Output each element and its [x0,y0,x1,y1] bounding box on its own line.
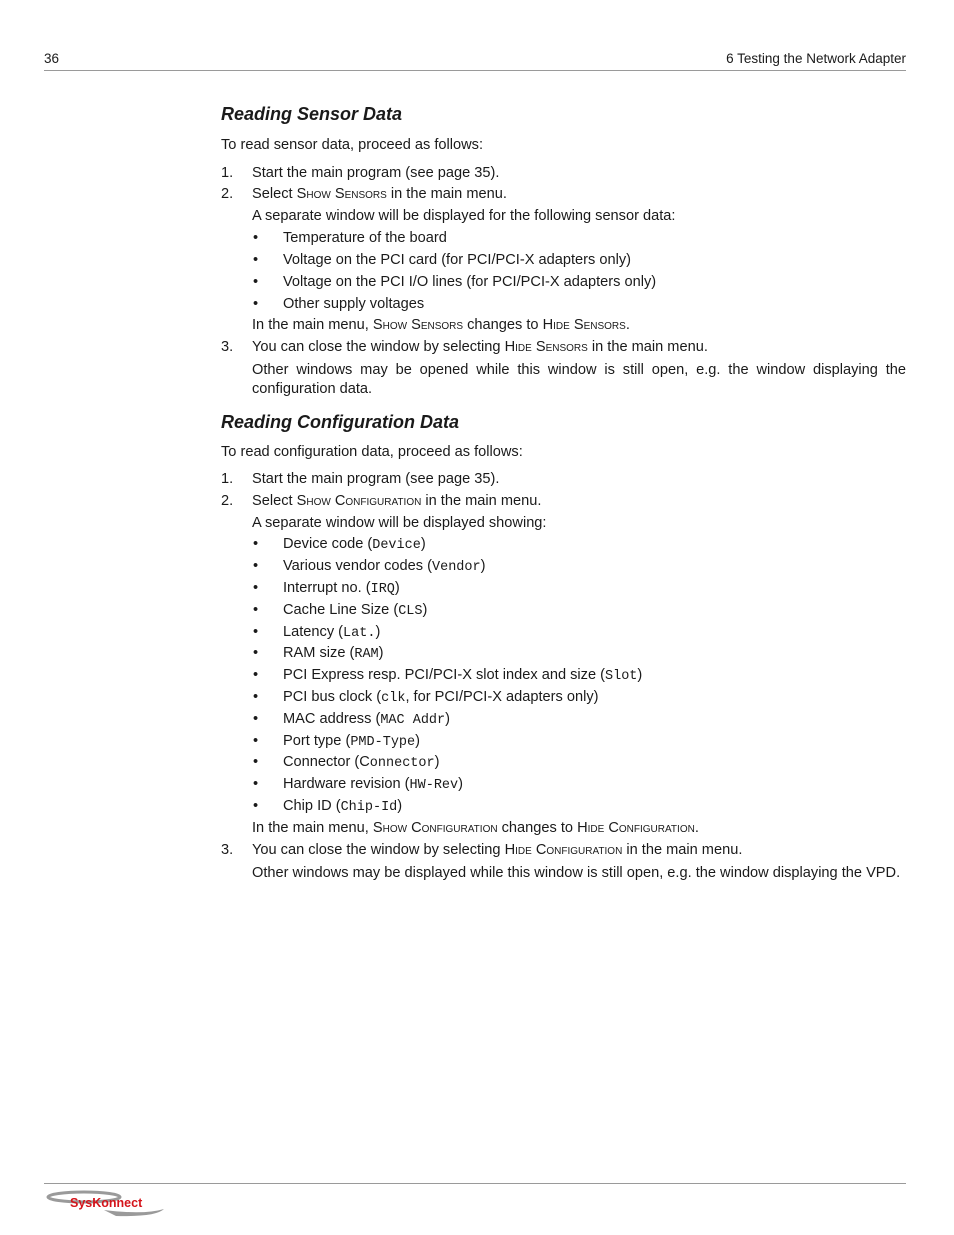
step-number: 2. [221,186,234,202]
logo-text: SysKonnect [70,1196,143,1210]
menu-command: Show Configuration [296,493,422,509]
step-text: You can close the window by selecting Hide Configuration in the main menu. [252,842,743,858]
step-number: 1. [221,165,234,181]
step-text: Start the main program (see page 35). [252,471,500,487]
section-heading-configuration: Reading Configuration Data [221,412,459,432]
page-header [44,51,906,71]
step-text: Select Show Configuration in the main menu. [252,493,542,509]
syskonnect-logo [44,1188,168,1218]
menu-change-note: In the main menu, Show Sensors changes to Hide Sensors. [252,317,630,333]
menu-change-note: In the main menu, Show Configuration changes to Hide Configuration. [252,820,699,836]
intro-text: To read sensor data, proceed as follows: [221,137,484,153]
step-text: Select Show Sensors in the main menu. [252,186,507,202]
step-text: Start the main program (see page 35). [252,165,500,181]
chapter-title: 6 Testing the Network Adapter [726,51,906,66]
step-description: A separate window will be displayed for the following sensor data: [252,208,676,224]
intro-text: To read configuration data, proceed as follows: [221,444,523,460]
step-description: A separate window will be displayed showing: [252,515,547,531]
step-description: Other windows may be displayed while this window is still open, e.g. the window displaying the VPD. [252,865,901,881]
menu-command: Hide Configuration [504,842,623,858]
step-number: 1. [221,471,234,487]
step-number: 2. [221,493,234,509]
menu-command: Hide Sensors [504,339,588,355]
step-number: 3. [221,842,234,858]
page-number: 36 [44,51,60,66]
step-text: You can close the window by selecting Hide Sensors in the main menu. [252,339,708,355]
section-heading-sensor: Reading Sensor Data [221,104,403,124]
step-description: Other windows may be opened while this window is still open, e.g. the window displaying the configuration data. [252,362,906,397]
logo-swoosh-lower [104,1209,164,1216]
footer-divider [44,1183,906,1184]
step-number: 3. [221,339,234,355]
menu-command: Show Sensors [296,186,387,202]
